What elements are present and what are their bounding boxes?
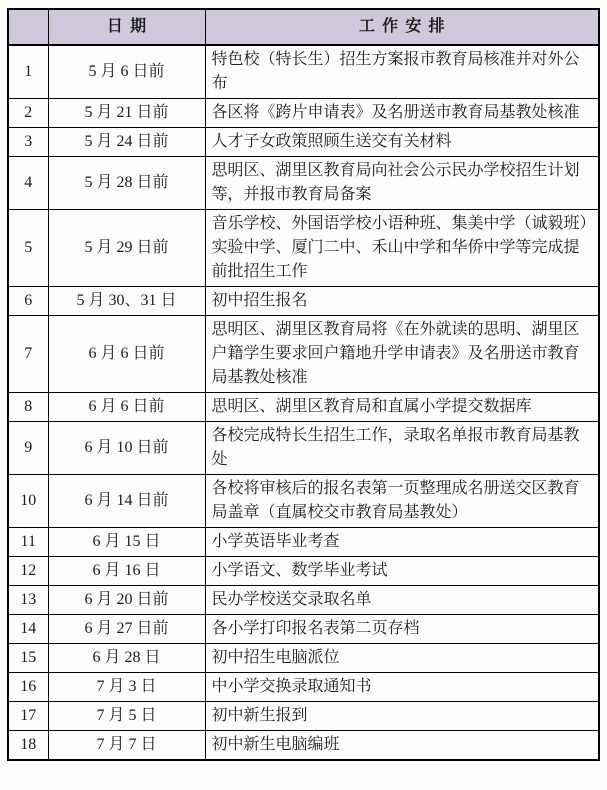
date-cell: 6 月 15 日: [48, 528, 205, 557]
header-index-cell: [8, 9, 48, 45]
date-cell: 6 月 27 日前: [48, 615, 205, 644]
row-number: 10: [8, 475, 48, 528]
date-cell: 6 月 28 日: [48, 644, 205, 673]
row-number: 13: [8, 586, 48, 615]
date-cell: 7 月 7 日: [48, 731, 205, 761]
row-number: 18: [8, 731, 48, 761]
table-row: [8, 316, 599, 393]
task-cell: 各区将《跨片申请表》及名册送市教育局基教处核准: [205, 99, 599, 128]
row-number: 15: [8, 644, 48, 673]
row-number: 1: [8, 45, 48, 99]
date-cell: 6 月 6 日前: [48, 393, 205, 422]
task-cell: 各校将审核后的报名表第一页整理成名册送交区教育局盖章（直属校交市教育局基教处）: [205, 475, 599, 528]
table-row: [8, 157, 599, 210]
row-number: 8: [8, 393, 48, 422]
date-cell: 5 月 21 日前: [48, 99, 205, 128]
row-number: 16: [8, 673, 48, 702]
table-row: [8, 557, 599, 586]
date-cell: 7 月 3 日: [48, 673, 205, 702]
row-number: 11: [8, 528, 48, 557]
table-row: [8, 287, 599, 316]
task-cell: 小学语文、数学毕业考试: [205, 557, 599, 586]
table-row: [8, 393, 599, 422]
task-cell: 思明区、湖里区教育局向社会公示民办学校招生计划等，并报市教育局备案: [205, 157, 599, 210]
header-task-cell: 工作安排: [205, 9, 599, 45]
row-number: 2: [8, 99, 48, 128]
row-number: 5: [8, 210, 48, 287]
table-row: [8, 128, 599, 157]
row-number: 4: [8, 157, 48, 210]
task-cell: 小学英语毕业考查: [205, 528, 599, 557]
task-cell: 民办学校送交录取名单: [205, 586, 599, 615]
date-cell: 7 月 5 日: [48, 702, 205, 731]
table-row: [8, 644, 599, 673]
task-cell: 中小学交换录取通知书: [205, 673, 599, 702]
row-number: 12: [8, 557, 48, 586]
table-row: [8, 475, 599, 528]
date-cell: 6 月 10 日前: [48, 422, 205, 475]
date-cell: 5 月 6 日前: [48, 45, 205, 99]
date-cell: 5 月 28 日前: [48, 157, 205, 210]
row-number: 3: [8, 128, 48, 157]
row-number: 9: [8, 422, 48, 475]
task-cell: 初中招生电脑派位: [205, 644, 599, 673]
task-cell: 思明区、湖里区教育局和直属小学提交数据库: [205, 393, 599, 422]
header-date-cell: 日期: [48, 9, 205, 45]
date-cell: 6 月 16 日: [48, 557, 205, 586]
date-cell: 5 月 30、31 日: [48, 287, 205, 316]
task-cell: 初中新生报到: [205, 702, 599, 731]
task-cell: 思明区、湖里区教育局将《在外就读的思明、湖里区户籍学生要求回户籍地升学申请表》及名册送市教育局基教处核准: [205, 316, 599, 393]
task-cell: 初中新生电脑编班: [205, 731, 599, 761]
row-number: 6: [8, 287, 48, 316]
table-row: [8, 586, 599, 615]
table-row: [8, 45, 599, 99]
date-cell: 6 月 6 日前: [48, 316, 205, 393]
date-cell: 5 月 29 日前: [48, 210, 205, 287]
table-row: [8, 615, 599, 644]
row-number: 17: [8, 702, 48, 731]
table-row: [8, 528, 599, 557]
table-row: [8, 673, 599, 702]
date-cell: 6 月 20 日前: [48, 586, 205, 615]
date-cell: 5 月 24 日前: [48, 128, 205, 157]
table-row: [8, 210, 599, 287]
table-row: [8, 422, 599, 475]
task-cell: 各校完成特长生招生工作，录取名单报市教育局基教处: [205, 422, 599, 475]
table-row: [8, 99, 599, 128]
row-number: 7: [8, 316, 48, 393]
task-cell: 特色校（特长生）招生方案报市教育局核准并对外公布: [205, 45, 599, 99]
date-cell: 6 月 14 日前: [48, 475, 205, 528]
table-row: [8, 731, 599, 761]
table-row: [8, 702, 599, 731]
task-cell: 人才子女政策照顾生送交有关材料: [205, 128, 599, 157]
row-number: 14: [8, 615, 48, 644]
task-cell: 各小学打印报名表第二页存档: [205, 615, 599, 644]
task-cell: 初中招生报名: [205, 287, 599, 316]
task-cell: 音乐学校、外国语学校小语种班、集美中学（诚毅班）实验中学、厦门二中、禾山中学和华侨中学等完成提前批招生工作: [205, 210, 599, 287]
admission-schedule-table: [7, 8, 600, 761]
header-row: [8, 9, 599, 45]
